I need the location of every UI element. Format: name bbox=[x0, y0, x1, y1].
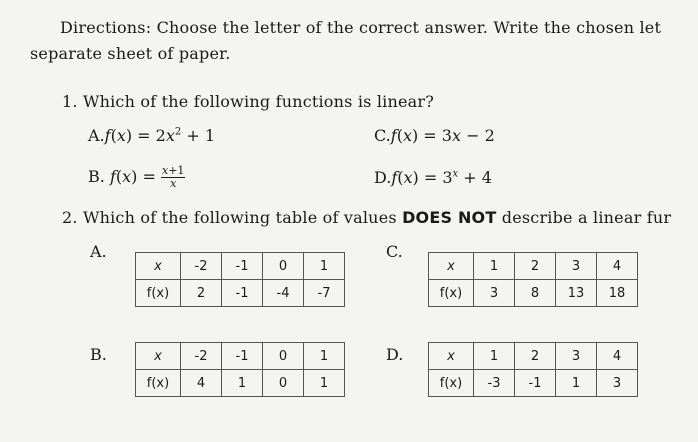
table-cell: 4 bbox=[597, 343, 638, 370]
table-cell: 1 bbox=[222, 370, 263, 397]
table-cell: 1 bbox=[304, 253, 345, 280]
q1-option-c-formula: f(x) = 3x − 2 bbox=[390, 126, 495, 145]
q1-stem: 1. Which of the following functions is linear? bbox=[62, 92, 435, 111]
q2-stem-after: describe a linear fur bbox=[496, 208, 672, 227]
table-cell: 1 bbox=[556, 370, 597, 397]
table-cell: 3 bbox=[474, 280, 515, 307]
table-cell: -2 bbox=[181, 343, 222, 370]
x-header: x bbox=[429, 343, 474, 370]
table-cell: 3 bbox=[556, 343, 597, 370]
table-cell: 3 bbox=[556, 253, 597, 280]
fx-header: f(x) bbox=[136, 370, 181, 397]
table-cell: 0 bbox=[263, 343, 304, 370]
table-cell: 1 bbox=[474, 343, 515, 370]
q1-option-c-letter: C. bbox=[374, 126, 391, 145]
table-cell: -1 bbox=[222, 253, 263, 280]
q2-stem-before: 2. Which of the following table of values bbox=[62, 208, 403, 227]
q1-option-d-formula: $f(x) = 3^x + 4$ bbox=[391, 168, 492, 187]
table-cell: 13 bbox=[556, 280, 597, 307]
table-cell: 3 bbox=[597, 370, 638, 397]
q1-option-a-formula: $f(x) = 2x^2 + 1$ bbox=[104, 126, 216, 145]
table-cell: -7 bbox=[304, 280, 345, 307]
table-cell: 4 bbox=[597, 253, 638, 280]
q2-stem bbox=[62, 208, 671, 227]
directions-line-1: Directions: Choose the letter of the correct answer. Write the chosen let bbox=[60, 18, 662, 37]
directions-line-2: separate sheet of paper. bbox=[30, 44, 231, 63]
table-row-fx bbox=[429, 280, 638, 307]
table-cell: -2 bbox=[181, 253, 222, 280]
table-cell: 1 bbox=[304, 370, 345, 397]
q2-option-c-letter[interactable]: C. bbox=[386, 242, 403, 261]
fx-header: f(x) bbox=[136, 280, 181, 307]
table-cell: -4 bbox=[263, 280, 304, 307]
table-cell: -1 bbox=[222, 280, 263, 307]
q1-option-b-fraction: $\frac{x+1}{x}$ bbox=[161, 164, 185, 190]
q2-table-b[interactable] bbox=[135, 342, 345, 397]
q2-table-d[interactable] bbox=[428, 342, 638, 397]
q1-option-b[interactable] bbox=[88, 165, 185, 190]
q1-option-a-letter: A. bbox=[88, 126, 105, 145]
fx-header: f(x) bbox=[429, 280, 474, 307]
table-cell: -1 bbox=[222, 343, 263, 370]
table-cell: 2 bbox=[181, 280, 222, 307]
table-row-fx bbox=[136, 280, 345, 307]
table-cell: 18 bbox=[597, 280, 638, 307]
q2-table-c[interactable] bbox=[428, 252, 638, 307]
q1-option-c[interactable] bbox=[374, 126, 495, 145]
table-cell: 0 bbox=[263, 253, 304, 280]
table-row-fx bbox=[429, 370, 638, 397]
q1-option-b-formula: f(x) = $\frac{x+1}{x}$ bbox=[109, 164, 185, 190]
table-row-x bbox=[136, 253, 345, 280]
table-row-fx bbox=[136, 370, 345, 397]
q2-option-a-letter[interactable]: A. bbox=[90, 242, 107, 261]
x-header: x bbox=[136, 253, 181, 280]
q1-option-d[interactable] bbox=[374, 168, 492, 187]
table-row-x bbox=[429, 343, 638, 370]
fx-header: f(x) bbox=[429, 370, 474, 397]
q2-stem-emphasis: DOES NOT bbox=[402, 208, 497, 227]
x-header: x bbox=[429, 253, 474, 280]
x-header: x bbox=[136, 343, 181, 370]
table-cell: 8 bbox=[515, 280, 556, 307]
table-row-x bbox=[136, 343, 345, 370]
q1-option-d-letter: D. bbox=[374, 168, 392, 187]
table-cell: 2 bbox=[515, 253, 556, 280]
q2-table-a[interactable] bbox=[135, 252, 345, 307]
table-cell: 0 bbox=[263, 370, 304, 397]
q1-option-a[interactable] bbox=[88, 126, 215, 145]
table-cell: 1 bbox=[474, 253, 515, 280]
table-row-x bbox=[429, 253, 638, 280]
q1-option-b-letter: B. bbox=[88, 167, 105, 186]
table-cell: -3 bbox=[474, 370, 515, 397]
table-cell: -1 bbox=[515, 370, 556, 397]
q2-option-b-letter[interactable]: B. bbox=[90, 345, 107, 364]
table-cell: 2 bbox=[515, 343, 556, 370]
q2-option-d-letter[interactable]: D. bbox=[386, 345, 404, 364]
table-cell: 1 bbox=[304, 343, 345, 370]
table-cell: 4 bbox=[181, 370, 222, 397]
